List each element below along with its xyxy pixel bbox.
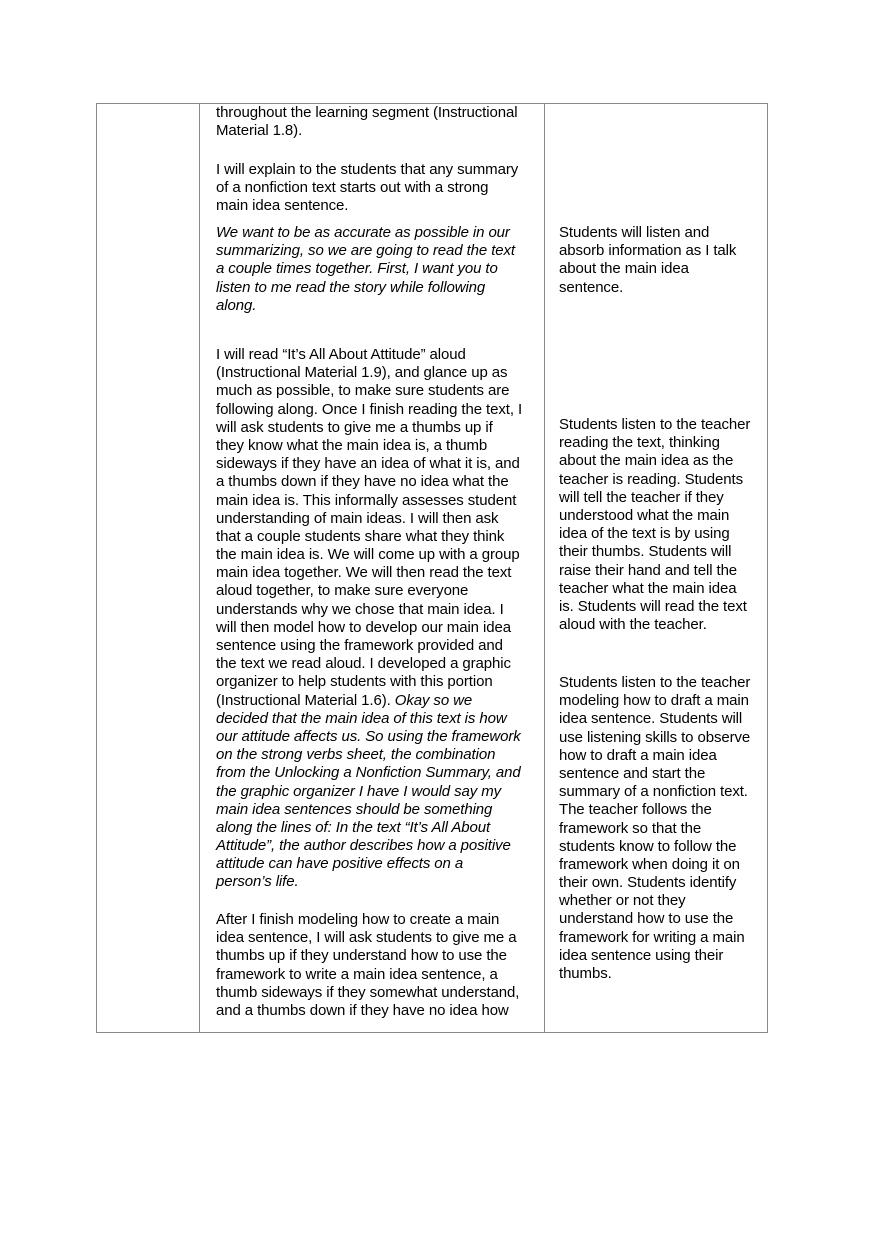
text-line <box>216 710 522 728</box>
text: about the main idea <box>559 260 689 278</box>
teacher-paragraph <box>216 104 517 140</box>
text-line <box>559 747 750 765</box>
text-line <box>559 525 750 543</box>
student-paragraph <box>559 674 750 983</box>
text-line <box>559 452 750 470</box>
text-line <box>216 728 522 746</box>
italic-text: listen to me read the story while following <box>216 278 486 296</box>
text-line <box>559 434 750 452</box>
text-line <box>559 965 750 983</box>
text: The teacher follows the <box>559 801 712 819</box>
text-line <box>216 582 522 600</box>
text-line <box>216 473 522 491</box>
text-line <box>216 673 522 691</box>
text: and a thumbs down if they have no idea how <box>216 1001 509 1019</box>
text: the main idea is. We will come up with a group <box>216 546 520 564</box>
text: I will explain to the students that any summary <box>216 161 519 178</box>
text: of a nonfiction text starts out with a strong <box>216 179 489 197</box>
text-line <box>559 783 750 801</box>
text-line <box>559 224 736 242</box>
text-line <box>559 929 750 947</box>
italic-text: summarizing, so we are going to read the text <box>216 242 515 260</box>
text: idea of the text is by using <box>559 525 730 543</box>
text-line <box>216 637 522 655</box>
italic-text: main idea sentences should be something <box>216 800 493 818</box>
text: idea sentence, I will ask students to give me a <box>216 929 517 947</box>
text: (Instructional Material 1.6). <box>216 691 395 709</box>
text: After I finish modeling how to create a main <box>216 911 500 928</box>
text-line <box>559 820 750 838</box>
text: aloud together, to make sure everyone <box>216 582 469 600</box>
text: reading the text, thinking <box>559 434 720 452</box>
italic-text: We want to be as accurate as possible in our <box>216 224 510 241</box>
text: a thumbs down if they have no idea what the <box>216 473 509 491</box>
text-line <box>559 838 750 856</box>
text-line <box>216 161 518 179</box>
text-line <box>559 242 736 260</box>
text-line <box>216 819 522 837</box>
text: their thumbs. Students will <box>559 543 732 561</box>
text: framework when doing it on <box>559 855 740 873</box>
text-line <box>559 507 750 525</box>
text-line <box>216 837 522 855</box>
text: thumb sideways if they somewhat understand, <box>216 983 520 1001</box>
text-line <box>559 562 750 580</box>
text-line <box>216 966 519 984</box>
italic-text: the graphic organizer I have I would say my <box>216 782 502 800</box>
text: how to draft a main idea <box>559 746 717 764</box>
text-line <box>216 655 522 673</box>
text-line <box>216 419 522 437</box>
text-line <box>559 765 750 783</box>
text-line <box>216 947 519 965</box>
text-line <box>216 601 522 619</box>
student-paragraph <box>559 416 750 634</box>
text: about the main idea as the <box>559 452 734 470</box>
italic-text: decided that the main idea of this text is how <box>216 709 507 727</box>
text: throughout the learning segment (Instructional <box>216 104 518 121</box>
italic-text: Okay so we <box>394 691 473 709</box>
text: understands why we chose that main idea. I <box>216 600 504 618</box>
text-line <box>216 911 519 929</box>
italic-text: along. <box>216 296 257 314</box>
text-line <box>216 224 515 242</box>
italic-text: a couple times together. First, I want you to <box>216 260 498 278</box>
text-line <box>559 260 736 278</box>
teacher-paragraph <box>216 224 515 315</box>
text: I will read “It’s All About Attitude” aloud <box>216 346 466 363</box>
text: Students will listen and <box>559 224 710 241</box>
text-line <box>216 855 522 873</box>
text-line <box>216 619 522 637</box>
text: raise their hand and tell the <box>559 561 738 579</box>
text: Students listen to the teacher <box>559 674 751 691</box>
text-line <box>216 929 519 947</box>
text: Material 1.8). <box>216 122 303 140</box>
text-line <box>216 510 522 528</box>
text: teacher what the main idea <box>559 579 737 597</box>
text: summary of a nonfiction text. <box>559 783 748 801</box>
text-line <box>216 346 522 364</box>
text-line <box>216 437 522 455</box>
italic-text: on the strong verbs sheet, the combination <box>216 746 496 764</box>
text-line <box>216 764 522 782</box>
text-line <box>559 674 750 692</box>
text: thumbs. <box>559 965 612 982</box>
student-paragraph <box>559 224 736 297</box>
text-line <box>216 260 515 278</box>
text: main idea together. We will then read the text <box>216 564 512 582</box>
italic-text: our attitude affects us. So using the framework <box>216 727 521 745</box>
text: Students listen to the teacher <box>559 416 751 433</box>
text: following along. Once I finish reading the text, I <box>216 400 523 418</box>
text-line <box>216 104 517 122</box>
text-line <box>216 1002 519 1020</box>
text: modeling how to draft a main <box>559 692 749 710</box>
text-line <box>559 729 750 747</box>
text-line <box>216 564 522 582</box>
text: organizer to help students with this portion <box>216 673 493 691</box>
text: sideways if they have an idea of what it is, and <box>216 455 520 473</box>
text-line <box>559 710 750 728</box>
text-line <box>216 455 522 473</box>
text: understanding of main ideas. I will then ask <box>216 509 499 527</box>
text-line <box>216 179 518 197</box>
text-line <box>559 910 750 928</box>
text-line <box>216 692 522 710</box>
text: teacher is reading. Students <box>559 470 743 488</box>
text-line <box>559 892 750 910</box>
text-line <box>216 401 522 419</box>
text-line <box>559 947 750 965</box>
column-divider <box>199 104 200 1032</box>
text: main idea sentence. <box>216 197 349 215</box>
teacher-paragraph <box>216 161 518 216</box>
italic-text: attitude can have positive effects on a <box>216 855 464 873</box>
text: thumbs up if they understand how to use the <box>216 947 507 965</box>
text: main idea is. This informally assesses student <box>216 491 517 509</box>
text-line <box>216 873 522 891</box>
text: idea sentence. Students will <box>559 710 743 728</box>
text-line <box>559 801 750 819</box>
text-line <box>559 416 750 434</box>
text: will ask students to give me a thumbs up if <box>216 418 493 436</box>
text: idea sentence using their <box>559 946 724 964</box>
text: understand how to use the <box>559 910 734 928</box>
text: aloud with the teacher. <box>559 616 707 634</box>
text-line <box>559 279 736 297</box>
text-line <box>216 122 517 140</box>
text: that a couple students share what they think <box>216 527 505 545</box>
text: framework for writing a main <box>559 928 745 946</box>
text-line <box>559 489 750 507</box>
italic-text: along the lines of: In the text “It’s All About <box>216 818 491 836</box>
text: will then model how to develop our main idea <box>216 618 511 636</box>
text-line <box>216 801 522 819</box>
text-line <box>559 616 750 634</box>
text: framework so that the <box>559 819 702 837</box>
text: the text we read aloud. I developed a graphic <box>216 655 511 673</box>
text: students know to follow the <box>559 837 737 855</box>
text-line <box>216 492 522 510</box>
text-line <box>559 543 750 561</box>
text-line <box>216 297 515 315</box>
text-line <box>216 746 522 764</box>
text: framework to write a main idea sentence, a <box>216 965 498 983</box>
text-line <box>216 279 515 297</box>
text-line <box>216 382 522 400</box>
text: they know what the main idea is, a thumb <box>216 436 488 454</box>
text-line <box>216 783 522 801</box>
text-line <box>559 856 750 874</box>
text: sentence. <box>559 278 624 296</box>
text-line <box>559 692 750 710</box>
italic-text: Attitude”, the author describes how a positive <box>216 837 511 855</box>
italic-text: from the Unlocking a Nonfiction Summary, and <box>216 764 521 782</box>
text-line <box>216 364 522 382</box>
text-line <box>559 874 750 892</box>
text-line <box>559 598 750 616</box>
text: will tell the teacher if they <box>559 488 724 506</box>
text-line <box>216 528 522 546</box>
text-line <box>559 580 750 598</box>
text: absorb information as I talk <box>559 242 737 260</box>
text: whether or not they <box>559 892 686 910</box>
text: much as possible, to make sure students are <box>216 382 510 400</box>
text-line <box>216 197 518 215</box>
teacher-paragraph <box>216 911 519 1020</box>
text: is. Students will read the text <box>559 597 747 615</box>
text: their own. Students identify <box>559 874 737 892</box>
text-line <box>216 242 515 260</box>
italic-text: person’s life. <box>216 873 299 891</box>
text: sentence using the framework provided and <box>216 637 503 654</box>
teacher-paragraph <box>216 346 522 892</box>
text: understood what the main <box>559 506 730 524</box>
text: sentence and start the <box>559 764 706 782</box>
text: (Instructional Material 1.9), and glance up as <box>216 364 508 382</box>
text-line <box>216 546 522 564</box>
column-divider <box>544 104 545 1032</box>
text-line <box>559 471 750 489</box>
text-line <box>216 984 519 1002</box>
text: use listening skills to observe <box>559 728 751 746</box>
